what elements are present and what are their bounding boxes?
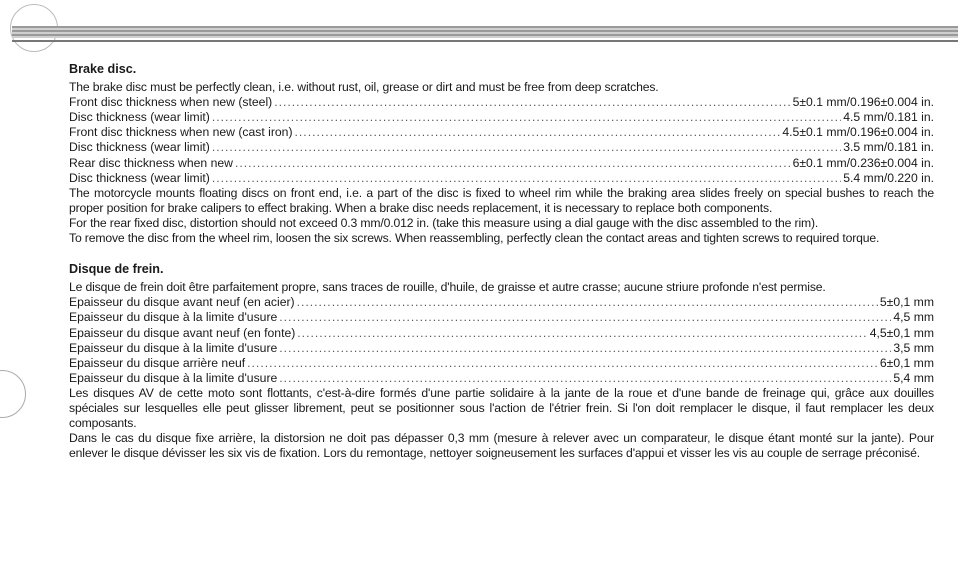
intro-paragraph: The brake disc must be perfectly clean, i.e. without rust, oil, grease or dirt and must be free from deep scratches. <box>69 80 659 95</box>
dot-leader <box>235 156 791 171</box>
body-paragraph: For the rear fixed disc, distortion should not exceed 0.3 mm/0.012 in. (take this measure using a dial gauge with the disc assembled to the rim). <box>69 215 819 230</box>
spec-row <box>69 356 934 371</box>
dot-leader <box>274 95 790 110</box>
spec-row <box>69 156 934 171</box>
body-paragraph: To remove the disc from the wheel rim, loosen the six screws. When reassembling, perfectly clean the contact areas and tighten screws to required torque. <box>69 231 880 246</box>
spec-value: 5±0.1 mm/0.196±0.004 in. <box>792 95 934 110</box>
spec-value: 6±0,1 mm <box>879 355 934 370</box>
spec-row <box>69 125 934 140</box>
spec-label: Disc thickness (wear limit) <box>69 110 210 125</box>
intro-paragraph: Le disque de frein doit être parfaitement propre, sans traces de rouille, d'huile, de graisse et autre crasse; aucune striure profonde n'est permise. <box>69 280 826 295</box>
spec-value: 3,5 mm <box>893 340 934 355</box>
section-heading: Disque de frein. <box>69 262 164 277</box>
section-french <box>69 262 934 461</box>
spec-label: Rear disc thickness when new <box>69 155 233 170</box>
spec-label: Epaisseur du disque à la limite d'usure <box>69 310 278 325</box>
spec-value: 5±0,1 mm <box>879 295 934 310</box>
spec-row <box>69 310 934 325</box>
spec-value: 4.5±0.1 mm/0.196±0.004 in. <box>782 125 934 140</box>
section-heading: Brake disc. <box>69 62 137 76</box>
dot-leader <box>279 310 891 325</box>
dot-leader <box>297 326 867 341</box>
spec-label: Front disc thickness when new (steel) <box>69 95 273 110</box>
dot-leader <box>212 171 841 186</box>
spec-label: Disc thickness (wear limit) <box>69 170 210 185</box>
body-paragraph: The motorcycle mounts floating discs on front end, i.e. a part of the disc is fixed to wheel rim while the braking area slides freely on special bushes to reach the proper position for brake calipers to effect braking. When a brake disc needs replacement, it is necessary to replace both components. <box>69 185 934 215</box>
spec-label: Epaisseur du disque avant neuf (en fonte) <box>69 325 296 340</box>
dot-leader <box>212 110 841 125</box>
header-rule-thin <box>12 40 958 42</box>
spec-row <box>69 295 934 310</box>
dot-leader <box>247 356 878 371</box>
binder-hole-middle <box>0 370 26 418</box>
spec-row <box>69 110 934 125</box>
dot-leader <box>295 125 781 140</box>
spec-value: 4.5 mm/0.181 in. <box>843 110 934 125</box>
spec-value: 6±0.1 mm/0.236±0.004 in. <box>792 155 934 170</box>
spec-value: 4,5 mm <box>893 310 934 325</box>
spec-label: Front disc thickness when new (cast iron) <box>69 125 293 140</box>
spec-value: 4,5±0,1 mm <box>869 325 934 340</box>
spec-row <box>69 326 934 341</box>
spec-label: Epaisseur du disque arrière neuf <box>69 355 246 370</box>
header-rule <box>12 26 958 38</box>
spec-row <box>69 341 934 356</box>
spec-label: Epaisseur du disque à la limite d'usure <box>69 340 278 355</box>
dot-leader <box>279 371 891 386</box>
spec-row <box>69 140 934 155</box>
dot-leader <box>212 140 841 155</box>
spec-label: Disc thickness (wear limit) <box>69 140 210 155</box>
spec-row <box>69 371 934 386</box>
spec-value: 3.5 mm/0.181 in. <box>843 140 934 155</box>
spec-label: Epaisseur du disque à la limite d'usure <box>69 370 278 385</box>
body-paragraph: Les disques AV de cette moto sont flottants, c'est-à-dire formés d'une partie solidaire à la jante de la roue et d'une bande de freinage qui, grâce aux douilles spéciales sur lesquelles elle peut glisser librement, peut se positionner sous l'action de l'étrier frein. Si l'on doit remplacer le disque, il faut remplacer les deux composants. <box>69 385 934 431</box>
manual-page <box>69 62 934 461</box>
spec-label: Epaisseur du disque avant neuf (en acier) <box>69 295 295 310</box>
spec-value: 5,4 mm <box>893 370 934 385</box>
section-english <box>69 62 934 246</box>
dot-leader <box>297 295 878 310</box>
spec-row <box>69 95 934 110</box>
dot-leader <box>279 341 891 356</box>
body-paragraph: Dans le cas du disque fixe arrière, la distorsion ne doit pas dépasser 0,3 mm (mesure à relever avec un comparateur, le disque étant monté sur la jante). Pour enlever le disque dévisser les six vis de fixation. Lors du remontage, nettoyer soigneusement les surfaces d'appui et visser les vis au couple de serrage préconisé. <box>69 431 934 461</box>
spec-row <box>69 171 934 186</box>
spec-value: 5.4 mm/0.220 in. <box>843 170 934 185</box>
